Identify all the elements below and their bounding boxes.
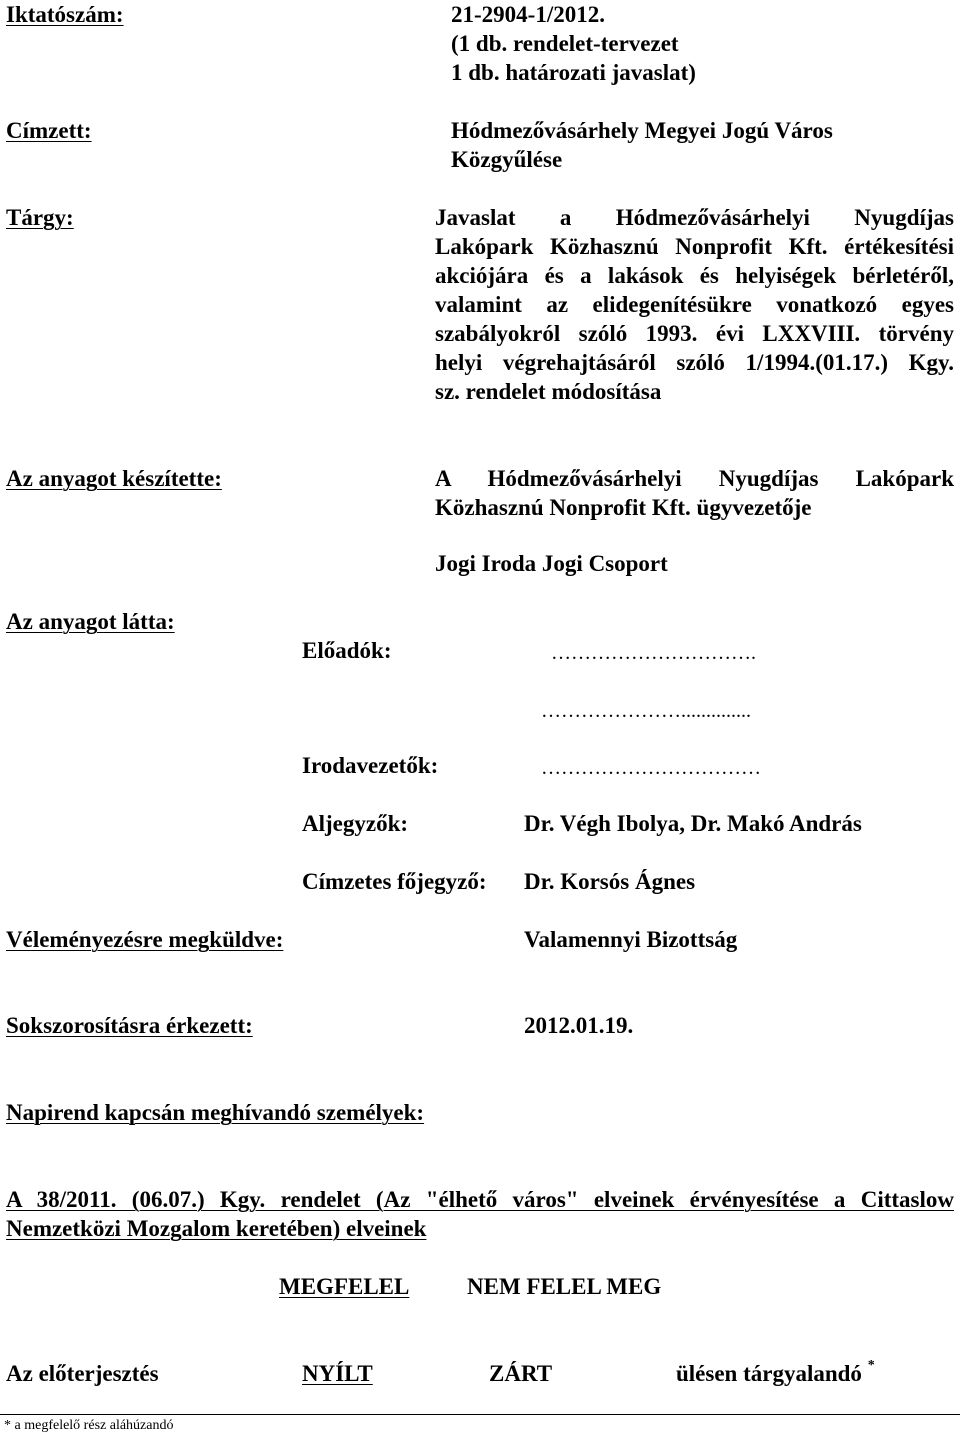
session-suffix-text: ülésen tárgyalandó (676, 1361, 862, 1386)
iktatoszam-value: 21-2904-1/2012. (451, 2, 605, 27)
targy-line-2: Lakópark Közhasznú Nonprofit Kft. értékesítési (435, 234, 954, 259)
irodavezetok-label: Irodavezetők: (302, 753, 439, 778)
second-dots: ………………….............. (541, 700, 751, 722)
aljegyzok-label: Aljegyzők: (302, 811, 409, 836)
irodavezetok-dots: …………………………… (541, 757, 761, 779)
cimzett-line2: Közgyűlése (451, 147, 563, 172)
session-suffix (676, 1359, 875, 1388)
prepared-label: Az anyagot készítette: (6, 466, 222, 491)
iktatoszam-line3: 1 db. határozati javaslat) (451, 60, 696, 85)
session-closed: ZÁRT (489, 1361, 553, 1386)
iktatoszam-line2: (1 db. rendelet-tervezet (451, 31, 679, 56)
session-star: * (867, 1358, 875, 1374)
footnote-text: * a megfelelő rész aláhúzandó (4, 1418, 174, 1433)
cimzetes-value: Dr. Korsós Ágnes (524, 869, 696, 894)
copy-label: Sokszorosításra érkezett: (6, 1013, 253, 1038)
session-prefix: Az előterjesztés (6, 1361, 159, 1386)
megfelel-option: MEGFELEL (279, 1274, 410, 1299)
prepared-line3: Jogi Iroda Jogi Csoport (435, 551, 668, 576)
prepared-line2: Közhasznú Nonprofit Kft. ügyvezetője (435, 495, 812, 520)
targy-label: Tárgy: (6, 205, 74, 230)
agenda-label: Napirend kapcsán meghívandó személyek: (6, 1100, 425, 1125)
targy-line-4: valamint az elidegenítésükre vonatkozó egyes (435, 292, 954, 317)
aljegyzok-value: Dr. Végh Ibolya, Dr. Makó András (524, 811, 862, 836)
seen-label: Az anyagot látta: (6, 609, 175, 634)
targy-line-6: helyi végrehajtásáról szóló 1/1994.(01.17.) Kgy. (435, 350, 954, 375)
eloadok-label: Előadók: (302, 638, 392, 663)
session-open: NYÍLT (302, 1361, 373, 1386)
eloadok-dots: …………………………. (551, 642, 756, 664)
cimzett-line1: Hódmezővásárhely Megyei Jogú Város (451, 118, 833, 143)
targy-line-7: sz. rendelet módosítása (435, 379, 662, 404)
targy-line-3: akciójára és a lakások és helyiségek bérletéről, (435, 263, 954, 288)
targy-line-5: szabályokról szóló 1993. évi LXXVIII. törvény (435, 321, 954, 346)
cimzett-label: Címzett: (6, 118, 92, 143)
targy-line-1: Javaslat a Hódmezővásárhelyi Nyugdíjas (435, 205, 954, 230)
copy-value: 2012.01.19. (524, 1013, 634, 1038)
review-value: Valamennyi Bizottság (524, 927, 738, 952)
iktatoszam-label: Iktatószám: (6, 2, 124, 27)
review-label: Véleményezésre megküldve: (6, 927, 284, 952)
footnote-divider (0, 1414, 960, 1415)
regulation-line2: Nemzetközi Mozgalom keretében) elveinek (6, 1216, 427, 1241)
cimzetes-label: Címzetes főjegyző: (302, 869, 487, 894)
nem-felel-meg-option: NEM FELEL MEG (467, 1274, 662, 1299)
regulation-line1: A 38/2011. (06.07.) Kgy. rendelet (Az "élhető város" elveinek érvényesítése a Cittaslow (6, 1187, 954, 1212)
prepared-line1: A Hódmezővásárhelyi Nyugdíjas Lakópark (435, 466, 954, 491)
